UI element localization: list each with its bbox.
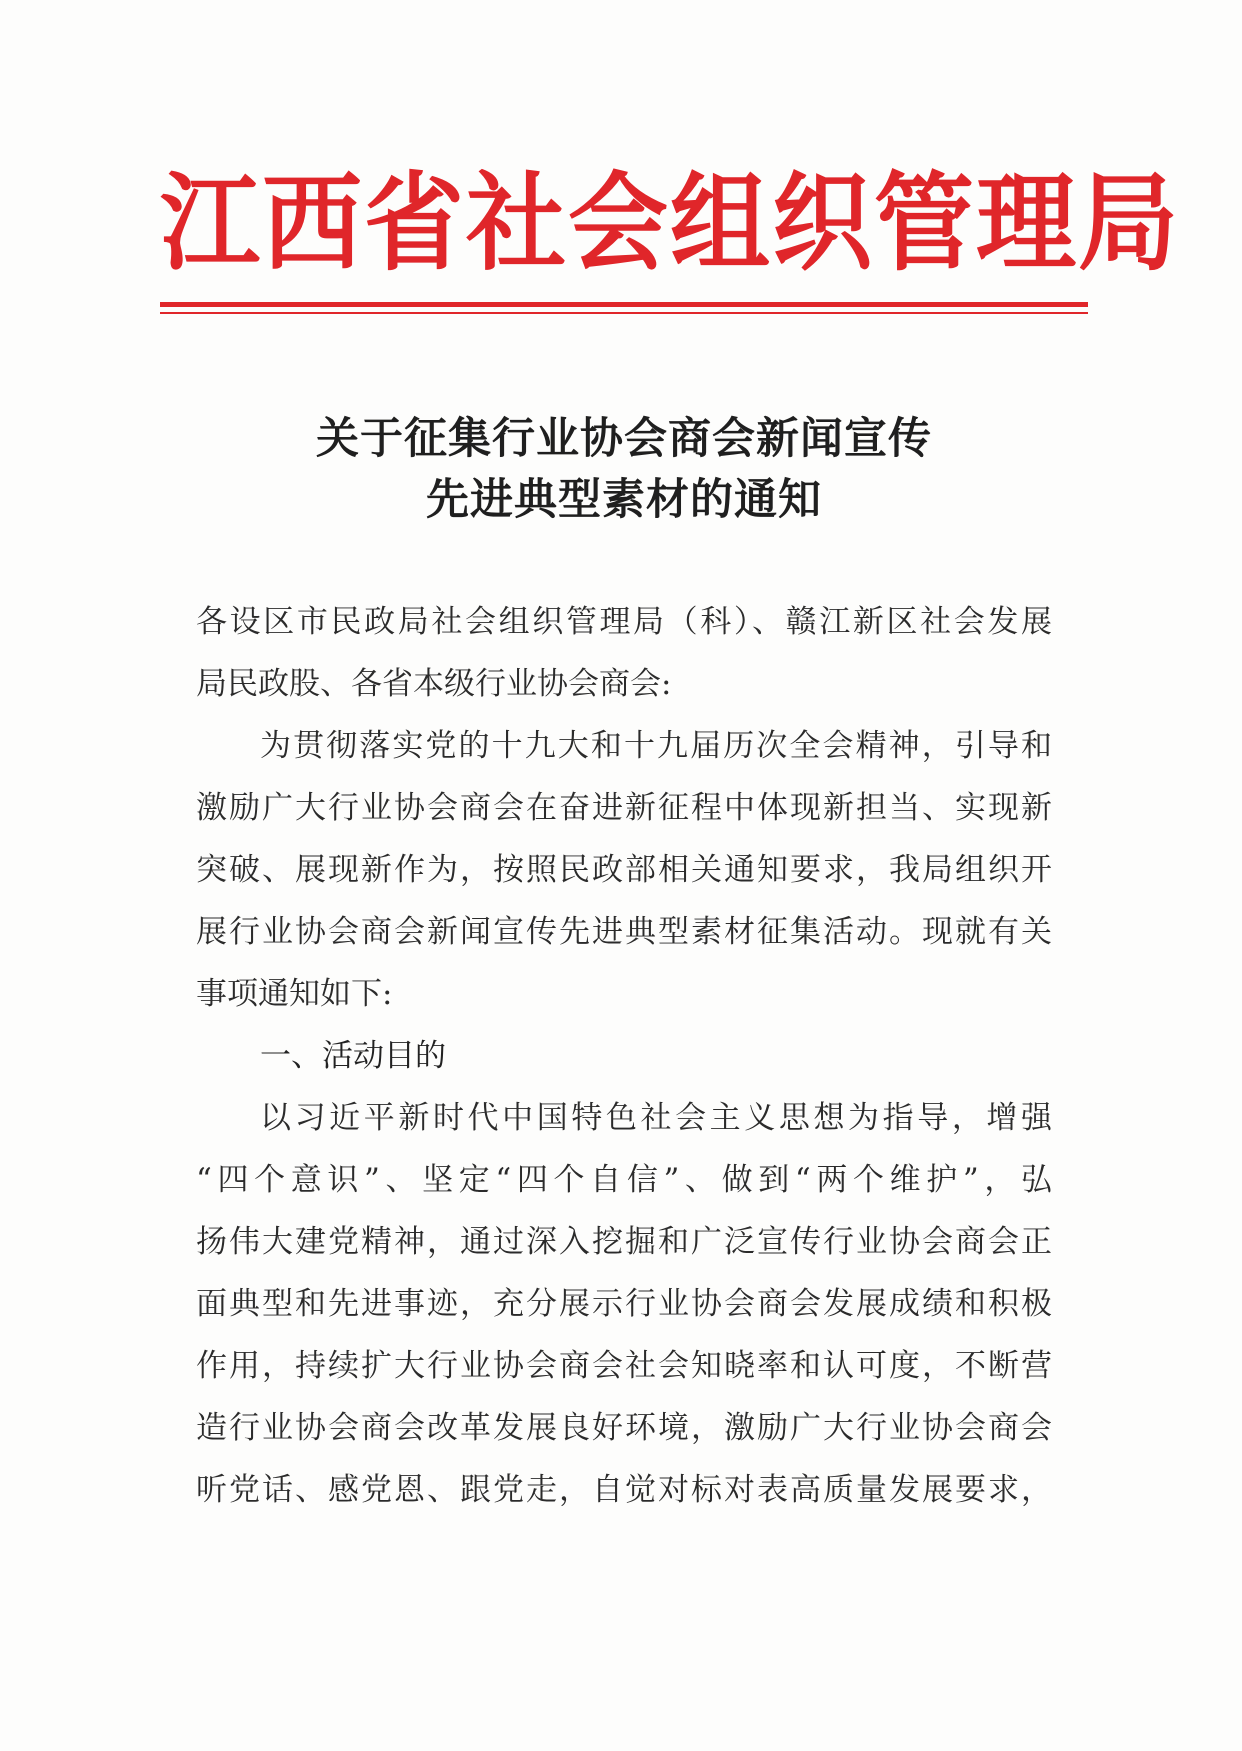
letterhead-org-name: 江西省社会组织管理局: [160, 161, 1180, 286]
intro-line-1: 为贯彻落实党的十九大和十九届历次全会精神，引导和: [260, 728, 1052, 764]
section-1-line-6: 造行业协会商会改革发展良好环境，激励广大行业协会商会: [196, 1410, 1052, 1446]
letterhead-red-rule-thin: [160, 312, 1088, 314]
notice-title-line-1: 关于征集行业协会商会新闻宣传: [316, 414, 932, 464]
notice-title-line-2: 先进典型素材的通知: [426, 475, 822, 525]
section-1-line-1: 以习近平新时代中国特色社会主义思想为指导，增强: [260, 1100, 1052, 1136]
section-1-line-3: 扬伟大建党精神，通过深入挖掘和广泛宣传行业协会商会正: [196, 1224, 1052, 1260]
addressee-line-2: 局民政股、各省本级行业协会商会:: [196, 666, 672, 702]
intro-line-2: 激励广大行业协会商会在奋进新征程中体现新担当、实现新: [196, 790, 1052, 826]
section-1-line-7: 听党话、感党恩、跟党走，自觉对标对表高质量发展要求，: [196, 1472, 1052, 1508]
intro-line-3: 突破、展现新作为，按照民政部相关通知要求，我局组织开: [196, 852, 1052, 888]
section-1-heading: 一、活动目的: [260, 1038, 446, 1074]
section-1-line-5: 作用，持续扩大行业协会商会社会知晓率和认可度，不断营: [196, 1348, 1052, 1384]
intro-line-4: 展行业协会商会新闻宣传先进典型素材征集活动。现就有关: [196, 914, 1052, 950]
addressee-line-1: 各设区市民政局社会组织管理局（科）、赣江新区社会发展: [196, 604, 1052, 640]
section-1-line-2: “四个意识”、坚定“四个自信”、做到“两个维护”，弘: [196, 1162, 1052, 1198]
letterhead-red-rule-thick: [160, 302, 1088, 307]
intro-line-5: 事项通知如下:: [196, 976, 393, 1012]
section-1-line-4: 面典型和先进事迹，充分展示行业协会商会发展成绩和积极: [196, 1286, 1052, 1322]
